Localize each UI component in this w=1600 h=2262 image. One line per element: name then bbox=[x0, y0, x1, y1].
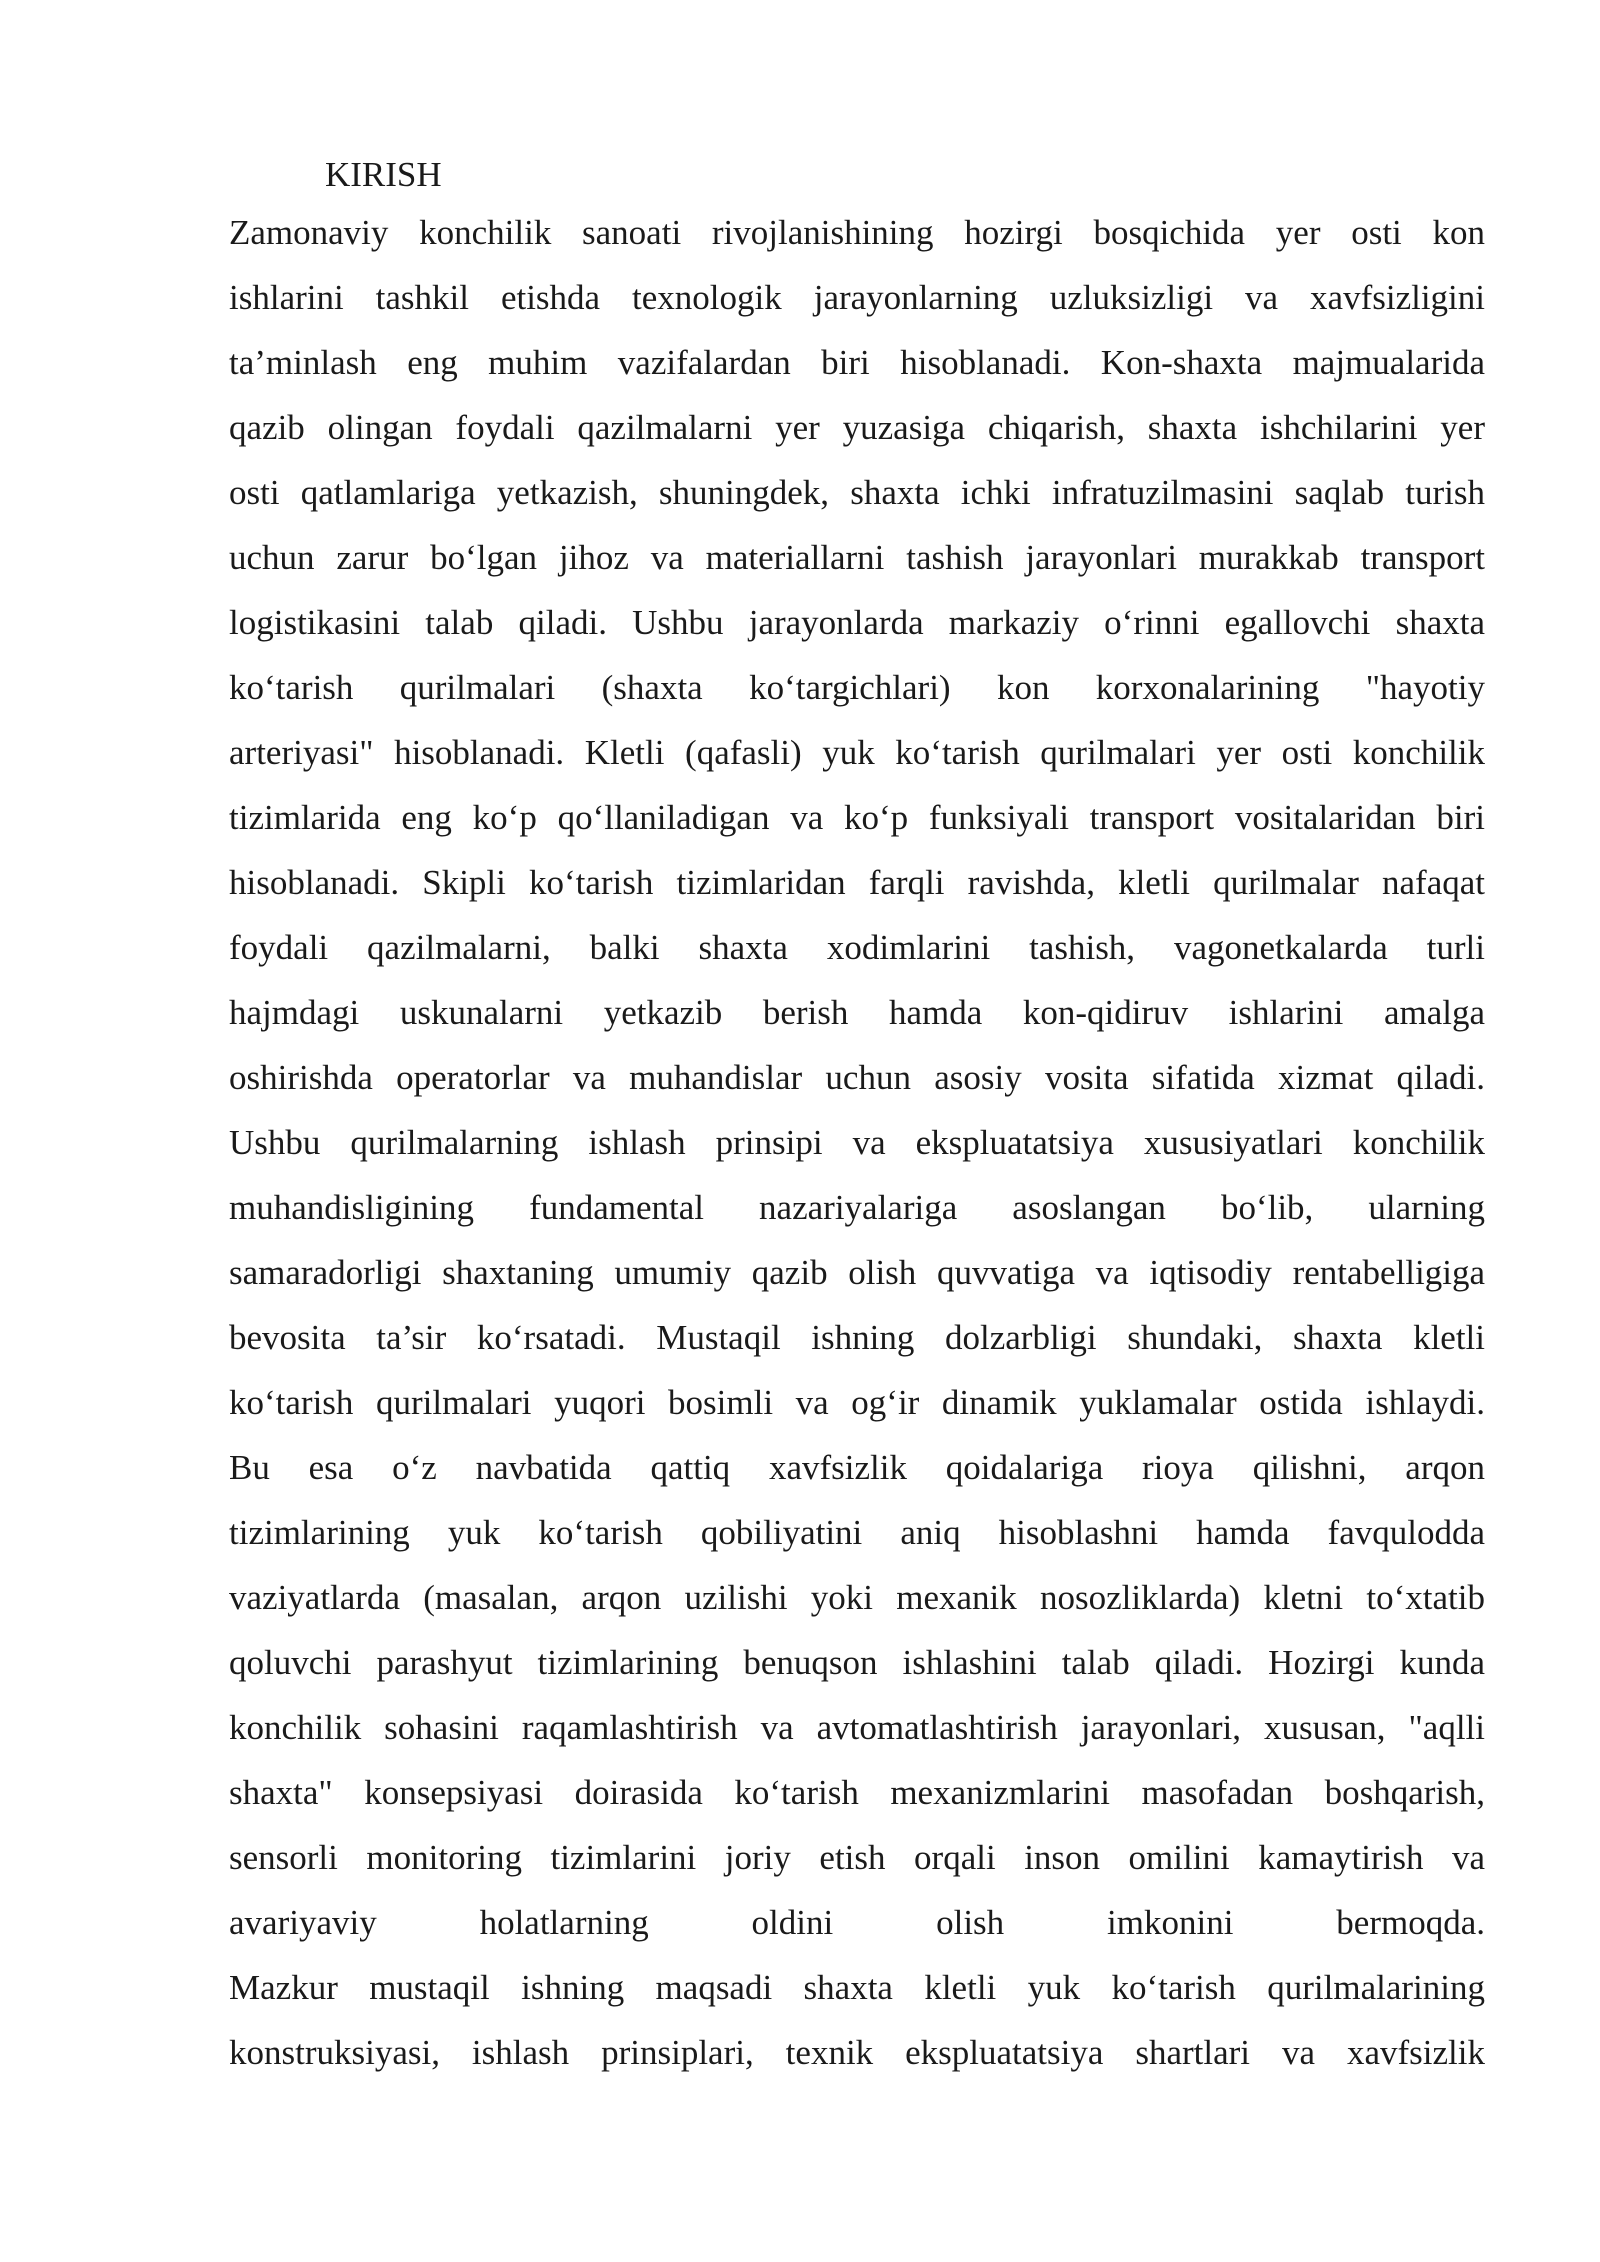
text-line: Ushbu qurilmalarning ishlash prinsipi va ekspluatatsiya xususiyatlari konchilik bbox=[229, 1123, 1485, 1162]
document-body bbox=[229, 150, 1485, 2085]
text-line: bevosita ta’sir ko‘rsatadi. Mustaqil ishning dolzarbligi shundaki, shaxta kletli bbox=[229, 1318, 1485, 1357]
text-line: Bu esa o‘z navbatida qattiq xavfsizlik qoidalariga rioya qilishni, arqon bbox=[229, 1448, 1485, 1487]
text-line: ta’minlash eng muhim vazifalardan biri hisoblanadi. Kon-shaxta majmualarida bbox=[229, 343, 1485, 382]
text-line: shaxta" konsepsiyasi doirasida ko‘tarish mexanizmlarini masofadan boshqarish, bbox=[229, 1773, 1485, 1812]
text-line: tizimlarida eng ko‘p qo‘llaniladigan va ko‘p funksiyali transport vositalaridan biri bbox=[229, 798, 1485, 837]
text-line: samaradorligi shaxtaning umumiy qazib olish quvvatiga va iqtisodiy rentabelligiga bbox=[229, 1253, 1485, 1292]
text-line: qazib olingan foydali qazilmalarni yer yuzasiga chiqarish, shaxta ishchilarini yer bbox=[229, 408, 1485, 447]
text-line: Mazkur mustaqil ishning maqsadi shaxta kletli yuk ko‘tarish qurilmalarining bbox=[229, 1968, 1485, 2007]
text-line: ko‘tarish qurilmalari (shaxta ko‘targichlari) kon korxonalarining "hayotiy bbox=[229, 668, 1485, 707]
text-line: osti qatlamlariga yetkazish, shuningdek, shaxta ichki infratuzilmasini saqlab turish bbox=[229, 473, 1485, 512]
text-line: ko‘tarish qurilmalari yuqori bosimli va og‘ir dinamik yuklamalar ostida ishlaydi. bbox=[229, 1383, 1485, 1422]
text-line: avariyaviy holatlarning oldini olish imkonini bermoqda. bbox=[229, 1903, 1485, 1942]
text-line: muhandisligining fundamental nazariyalariga asoslangan bo‘lib, ularning bbox=[229, 1188, 1485, 1227]
text-line: vaziyatlarda (masalan, arqon uzilishi yoki mexanik nosozliklarda) kletni to‘xtatib bbox=[229, 1578, 1485, 1617]
paragraph-text bbox=[229, 200, 1485, 2085]
text-line: Zamonaviy konchilik sanoati rivojlanishining hozirgi bosqichida yer osti kon bbox=[229, 213, 1485, 252]
text-line: oshirishda operatorlar va muhandislar uchun asosiy vosita sifatida xizmat qiladi. bbox=[229, 1058, 1485, 1097]
text-line: uchun zarur bo‘lgan jihoz va materiallarni tashish jarayonlari murakkab transport bbox=[229, 538, 1485, 577]
text-line: hisoblanadi. Skipli ko‘tarish tizimlaridan farqli ravishda, kletli qurilmalar nafaqat bbox=[229, 863, 1485, 902]
text-line: qoluvchi parashyut tizimlarining benuqson ishlashini talab qiladi. Hozirgi kunda bbox=[229, 1643, 1485, 1682]
section-heading: KIRISH bbox=[325, 155, 442, 194]
text-line: logistikasini talab qiladi. Ushbu jarayonlarda markaziy o‘rinni egallovchi shaxta bbox=[229, 603, 1485, 642]
text-line: foydali qazilmalarni, balki shaxta xodimlarini tashish, vagonetkalarda turli bbox=[229, 928, 1485, 967]
text-line: ishlarini tashkil etishda texnologik jarayonlarning uzluksizligi va xavfsizligini bbox=[229, 278, 1485, 317]
text-line: konstruksiyasi, ishlash prinsiplari, texnik ekspluatatsiya shartlari va xavfsizlik bbox=[229, 2033, 1485, 2072]
text-line: arteriyasi" hisoblanadi. Kletli (qafasli) yuk ko‘tarish qurilmalari yer osti konchilik bbox=[229, 733, 1485, 772]
text-line: sensorli monitoring tizimlarini joriy etish orqali inson omilini kamaytirish va bbox=[229, 1838, 1485, 1877]
text-line: tizimlarining yuk ko‘tarish qobiliyatini aniq hisoblashni hamda favqulodda bbox=[229, 1513, 1485, 1552]
text-line: hajmdagi uskunalarni yetkazib berish hamda kon-qidiruv ishlarini amalga bbox=[229, 993, 1485, 1032]
text-line: konchilik sohasini raqamlashtirish va avtomatlashtirish jarayonlari, xususan, "aqlli bbox=[229, 1708, 1485, 1747]
